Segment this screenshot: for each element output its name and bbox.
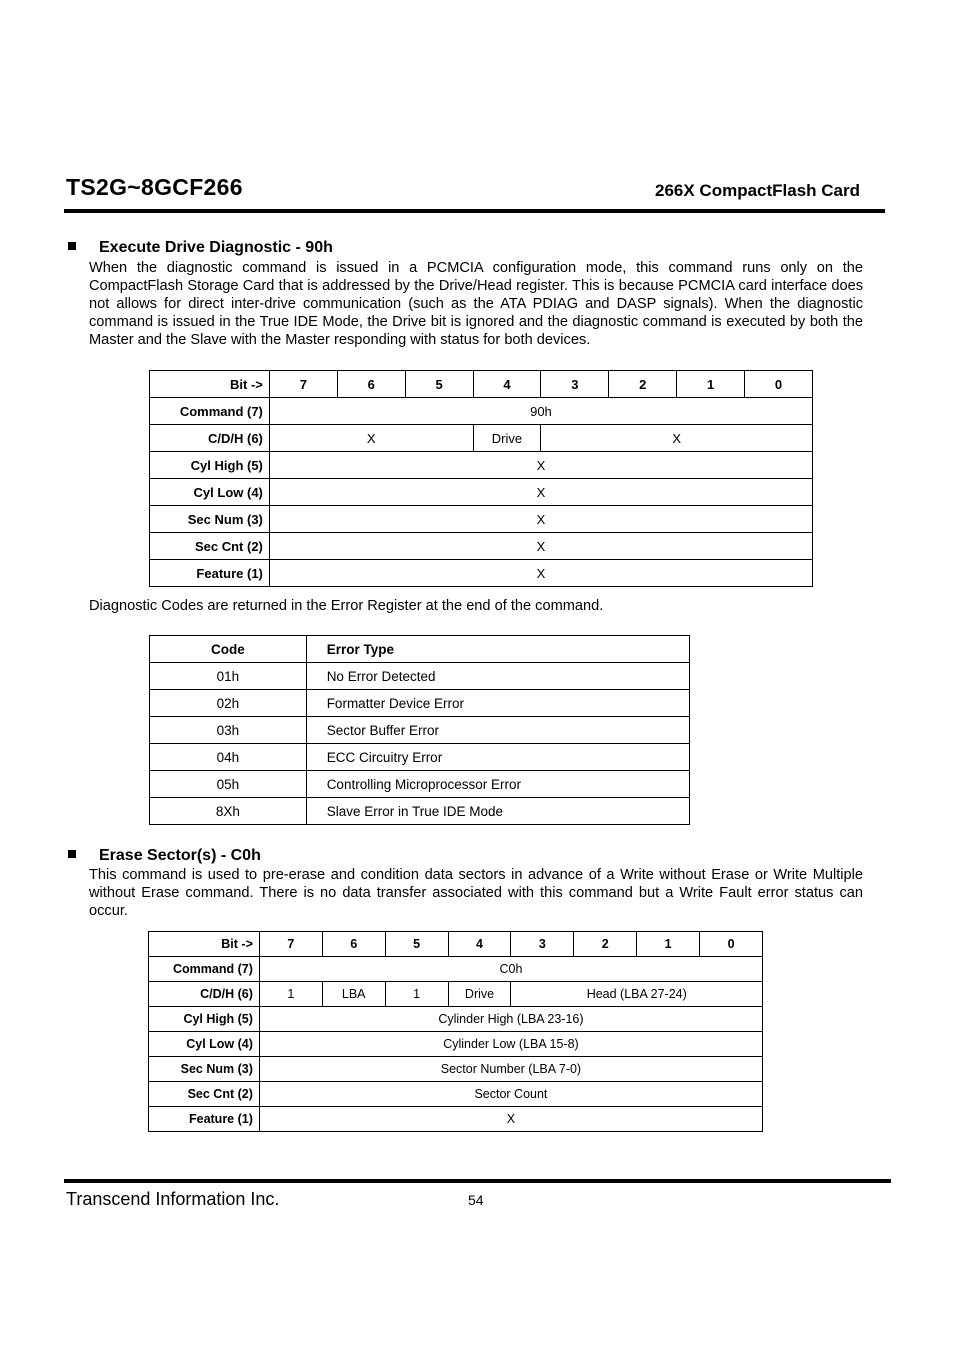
section-paragraph-erase: This command is used to pre-erase and condition data sectors in advance of a Write without Erase or Write Multiple without Erase command. There is no data transfer associated with this command but a Write Fault error status can occur. (89, 867, 863, 919)
cell-value: Cylinder Low (LBA 15-8) (259, 1032, 762, 1057)
row-label: Bit -> (149, 932, 260, 957)
table-row (149, 1032, 763, 1057)
bullet-icon (68, 242, 76, 250)
header-rule (64, 209, 885, 213)
bullet-icon (68, 850, 76, 858)
cell-value: Sector Count (259, 1082, 762, 1107)
error-type-cell: Formatter Device Error (306, 690, 689, 717)
table-row (150, 560, 813, 587)
bit-header: 2 (574, 932, 637, 957)
row-label: Cyl High (5) (150, 452, 270, 479)
document-subtitle: 266X CompactFlash Card (655, 181, 861, 200)
bit-header: 3 (541, 371, 609, 398)
bit-header: 4 (473, 371, 541, 398)
bit-header: 3 (511, 932, 574, 957)
table-row (150, 717, 690, 744)
section-heading-text: Execute Drive Diagnostic - 90h (99, 239, 333, 256)
cell-value: X (269, 479, 812, 506)
table-row (149, 1007, 763, 1032)
document-title: TS2G~8GCF266 (66, 174, 243, 200)
row-label: Sec Num (3) (149, 1057, 260, 1082)
table-row (149, 982, 763, 1007)
code-cell: 02h (150, 690, 307, 717)
cell-value: Head (LBA 27-24) (511, 982, 763, 1007)
row-label: Cyl Low (4) (150, 479, 270, 506)
footer-company: Transcend Information Inc. (66, 1189, 280, 1209)
cell-value: Sector Number (LBA 7-0) (259, 1057, 762, 1082)
table-row (149, 1057, 763, 1082)
row-label: Bit -> (150, 371, 270, 398)
bit-header: 1 (677, 371, 745, 398)
row-label: Feature (1) (150, 560, 270, 587)
row-label: Sec Cnt (2) (149, 1082, 260, 1107)
table-row (149, 932, 763, 957)
table-row (150, 398, 813, 425)
row-label: Command (7) (150, 398, 270, 425)
table-row (149, 1082, 763, 1107)
table-row (150, 636, 690, 663)
table-row (150, 533, 813, 560)
column-header: Code (150, 636, 307, 663)
code-cell: 04h (150, 744, 307, 771)
cell-value: X (269, 425, 473, 452)
table-row (150, 744, 690, 771)
error-type-cell: Sector Buffer Error (306, 717, 689, 744)
row-label: Command (7) (149, 957, 260, 982)
code-cell: 8Xh (150, 798, 307, 825)
row-label: C/D/H (6) (149, 982, 260, 1007)
cell-value: X (541, 425, 813, 452)
row-label: Cyl High (5) (149, 1007, 260, 1032)
table-row (150, 452, 813, 479)
footer-rule (64, 1179, 891, 1183)
bit-header: 6 (337, 371, 405, 398)
cell-value: 90h (269, 398, 812, 425)
bit-header: 5 (385, 932, 448, 957)
code-cell: 01h (150, 663, 307, 690)
row-label: Sec Num (3) (150, 506, 270, 533)
table-row (150, 371, 813, 398)
row-label: Sec Cnt (2) (150, 533, 270, 560)
cell-value: 1 (259, 982, 322, 1007)
table-row (150, 663, 690, 690)
bit-header: 4 (448, 932, 511, 957)
table-row (150, 771, 690, 798)
cell-value: 1 (385, 982, 448, 1007)
bit-header: 1 (637, 932, 700, 957)
cell-value: X (269, 506, 812, 533)
section-heading-diagnostic (68, 239, 333, 257)
bit-header: 6 (322, 932, 385, 957)
cell-value: X (269, 533, 812, 560)
table-row (150, 479, 813, 506)
bit-header: 5 (405, 371, 473, 398)
cell-value: C0h (259, 957, 762, 982)
cell-value: Cylinder High (LBA 23-16) (259, 1007, 762, 1032)
bit-header: 7 (269, 371, 337, 398)
error-type-cell: ECC Circuitry Error (306, 744, 689, 771)
error-type-cell: Slave Error in True IDE Mode (306, 798, 689, 825)
table-row (150, 798, 690, 825)
bit-header: 2 (609, 371, 677, 398)
table-row (150, 690, 690, 717)
cell-value: LBA (322, 982, 385, 1007)
page-number: 54 (468, 1192, 484, 1208)
error-type-cell: No Error Detected (306, 663, 689, 690)
bit-header: 7 (259, 932, 322, 957)
error-type-cell: Controlling Microprocessor Error (306, 771, 689, 798)
cell-value: Drive (473, 425, 541, 452)
bit-header: 0 (745, 371, 813, 398)
section-heading-erase (68, 847, 261, 865)
cell-value: X (269, 560, 812, 587)
cell-value: X (259, 1107, 762, 1132)
table-row (150, 425, 813, 452)
diagnostic-note: Diagnostic Codes are returned in the Error Register at the end of the command. (89, 598, 604, 614)
section-heading-text: Erase Sector(s) - C0h (99, 847, 261, 864)
row-label: C/D/H (6) (150, 425, 270, 452)
table-row (149, 957, 763, 982)
row-label: Cyl Low (4) (149, 1032, 260, 1057)
diagnostic-codes-table (149, 635, 690, 825)
table-row (150, 506, 813, 533)
code-cell: 03h (150, 717, 307, 744)
bit-header: 0 (700, 932, 763, 957)
column-header: Error Type (306, 636, 689, 663)
row-label: Feature (1) (149, 1107, 260, 1132)
code-cell: 05h (150, 771, 307, 798)
erase-register-table (148, 931, 763, 1132)
table-row (149, 1107, 763, 1132)
section-paragraph-diagnostic: When the diagnostic command is issued in a PCMCIA configuration mode, this command runs only on the CompactFlash Storage Card that is addressed by the Drive/Head register. This is because PCMCIA card interface does not allows for direct inter-drive communication (such as the ATA PDIAG and DASP signals). When the diagnostic command is issued in the True IDE Mode, the Drive bit is ignored and the diagnostic command is executed by both the Master and the Slave with the Master responding with status for both devices. (89, 260, 863, 348)
cell-value: Drive (448, 982, 511, 1007)
diagnostic-register-table (149, 370, 813, 587)
cell-value: X (269, 452, 812, 479)
